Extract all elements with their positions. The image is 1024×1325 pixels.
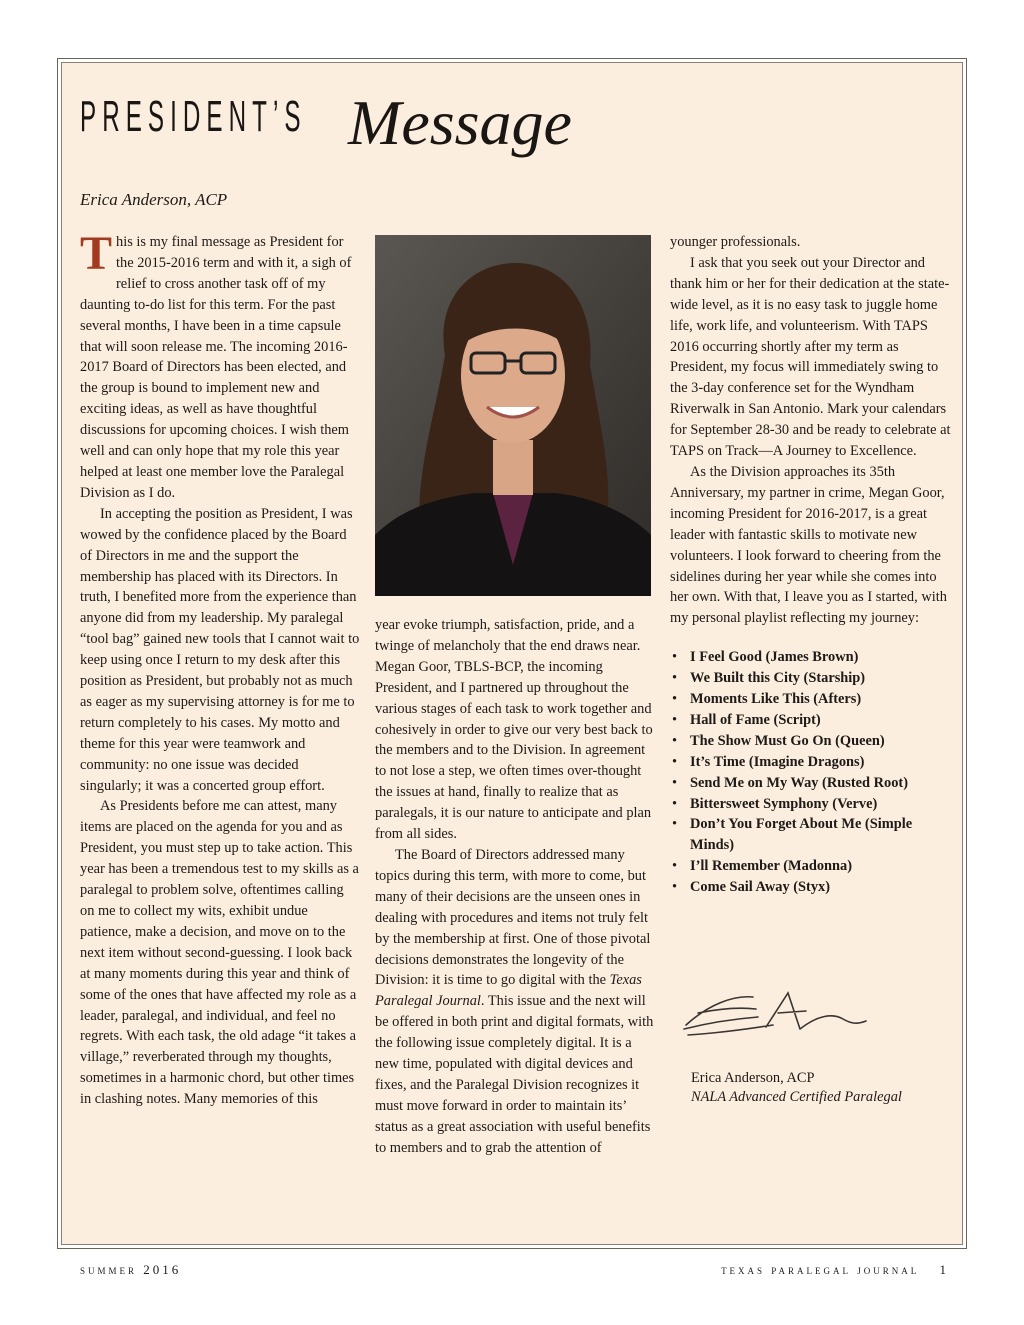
playlist — [670, 647, 952, 898]
paragraph-intro — [80, 227, 360, 504]
paragraph-intro-text: his is my final message as President for the 2015-2016 term and with it, a sigh of relief to cross another task off of my daunting to-do list for this term. For the past several months, I have been in a time capsule that will soon release me. The incoming 2016-2017 Board of Directors has been elected, and the group is bound to implement new and exciting ideas, as well as have thoughtful discussions for upcoming choices. I wish them well and can only hope that my role this year helped at least one member love the Paralegal Division as I do. — [80, 234, 352, 501]
playlist-item: • Don’t You Forget About Me (Simple Minds) — [670, 814, 952, 856]
handwritten-signature — [678, 985, 878, 1045]
playlist-item: • Moments Like This (Afters) — [670, 689, 952, 710]
playlist-item: • I’ll Remember (Madonna) — [670, 856, 952, 877]
paragraph-board-text-end: . This issue and the next will be offered in both print and digital formats, with the following issue completely digital. It is a new time, populated with digital devices and fixes, and the Paralegal Division recognizes it must move forward in order to maintain its’ status as a great association with useful benefits to members and to grab the attention of — [375, 993, 654, 1156]
signoff-title: NALA Advanced Certified Paralegal — [691, 1089, 902, 1105]
footer-issue: summer 2016 — [80, 1262, 182, 1277]
paragraph-younger: younger professionals. — [670, 234, 801, 250]
paragraph-board — [375, 845, 655, 1159]
paragraph-board-text: The Board of Directors addressed many topics during this term, with more to come, but many of their decisions are the unseen ones in dealing with procedures and items not truly felt by the membership at first. One of those pivotal decisions demonstrates the longevity of the Division: it is time to go digital with the — [375, 846, 651, 989]
headline-caps: PRESIDENT’S — [80, 92, 307, 141]
playlist-item: • It’s Time (Imagine Dragons) — [670, 752, 952, 773]
column-3 — [670, 232, 952, 898]
footer-journal: texas paralegal journal — [721, 1262, 920, 1277]
playlist-item: • Send Me on My Way (Rusted Root) — [670, 773, 952, 794]
portrait-image — [375, 235, 651, 596]
journal-name: Texas Paralegal Journal — [375, 972, 642, 1010]
headline-script-text: Message — [348, 87, 572, 158]
paragraph-anniversary: As the Division approaches its 35th Anniversary, my partner in crime, Megan Goor, incoming President for 2016-2017, is a great leader with fantastic skills to motivate new volunteers. I look forward to cheering from the sidelines during her year while she comes into her own. With that, I leave you as I started, with my personal playlist reflecting my journey: — [670, 463, 947, 627]
paragraph-accepting: In accepting the position as President, I was wowed by the confidence placed by the Board of Directors in me and the support the membership has placed with its Directors. In truth, I benefited more from the experience than anyone did from my leadership. My paralegal “tool bag” gained new tools that I cannot wait to keep using once I return to my desk after this position as President, but probably not as much as eager as my supervising attorney is for me to return completely to his cases. My motto and theme for this year were teamwork and community: no one issue was decided singularly; it was a concerted group effort. — [80, 505, 360, 794]
column-1 — [80, 227, 360, 1110]
playlist-item: • Hall of Fame (Script) — [670, 710, 952, 731]
playlist-item: • I Feel Good (James Brown) — [670, 647, 952, 668]
playlist-item: • We Built this City (Starship) — [670, 668, 952, 689]
paragraph-director: I ask that you seek out your Director and thank him or her for their dedication at the state-wide level, as it is no easy task to juggle home life, work life, and volunteerism. With TAPS 2016 occurring shortly after my term as President, my focus will immediately swing to the 3-day conference set for the Wyndham Riverwalk in San Antonio. Mark your calendars for September 28-30 and be ready to celebrate at TAPS on Track—A Journey to Excellence. — [670, 254, 951, 460]
author-byline: Erica Anderson, ACP — [80, 190, 228, 209]
playlist-item: • Come Sail Away (Styx) — [670, 877, 952, 898]
headline — [80, 78, 640, 188]
playlist-item: • The Show Must Go On (Queen) — [670, 731, 952, 752]
drop-cap: T — [80, 227, 113, 280]
headline-script — [342, 78, 702, 188]
paragraph-presidents: As Presidents before me can attest, many items are placed on the agenda for you and as President, you must step up to take action. This year has been a tremendous test to my skills as a paralegal to problem solve, oftentimes calling on me to collect my wits, exhibit undue patience, make a decision, and move on to the next item without second-guessing. I look back at many moments during this year and think of some of the ones that have affected my role as a leader, paralegal, and individual, and feel no regrets. With each task, the old adage “it takes a village,” reverberated through my thoughts, sometimes in a harmonic chord, but other times in clashing notes. Many memories of this — [80, 798, 359, 1108]
playlist-item: • Bittersweet Symphony (Verve) — [670, 794, 952, 815]
author-photo — [375, 235, 651, 596]
paragraph-memories: year evoke triumph, satisfaction, pride, and a twinge of melancholy that the end draws near. Megan Goor, TBLS-BCP, the incoming President, and I partnered up throughout the various stages of each task to work together and cohesively in order to give our very best back to the members and to the Division. In agreement to not lose a step, we often times over-thought the issues at hand, finally to realize that as paralegals, it is our nature to anticipate and plan from all sides. — [375, 617, 653, 843]
signoff-name: Erica Anderson, ACP — [691, 1070, 815, 1086]
column-2 — [375, 615, 655, 1159]
page-number: 1 — [939, 1262, 949, 1277]
footer-right — [721, 1262, 949, 1278]
